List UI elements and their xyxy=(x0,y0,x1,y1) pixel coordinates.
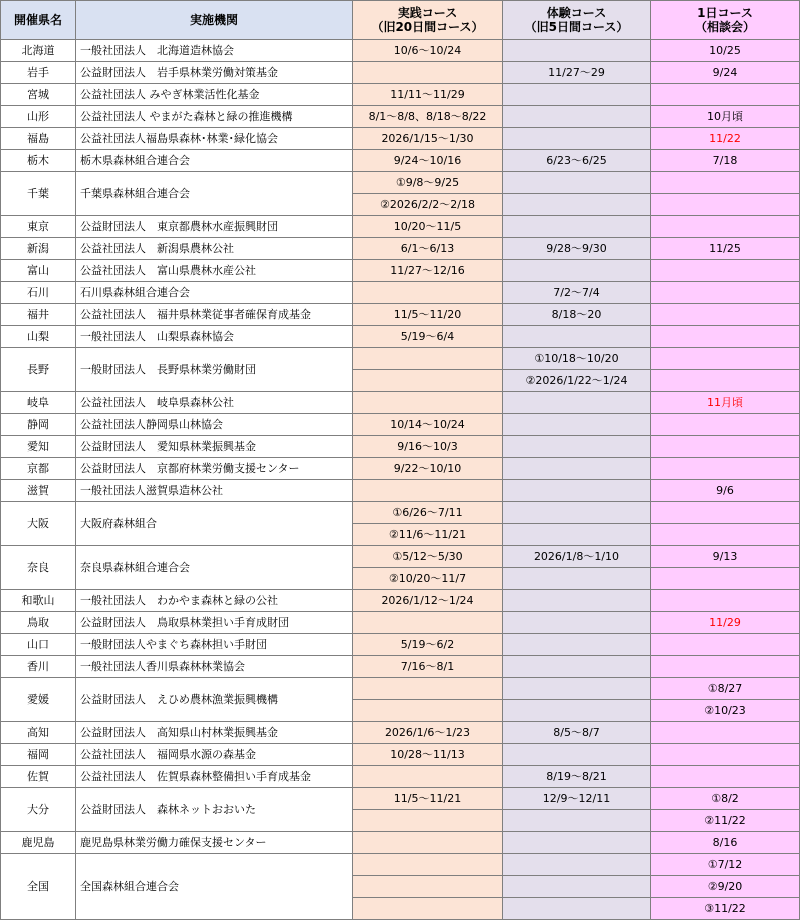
table-row xyxy=(1,172,800,194)
practice-course-cell: 11/5〜11/21 xyxy=(353,788,503,810)
org-cell: 大阪府森林組合 xyxy=(76,502,353,546)
trial-course-cell xyxy=(503,84,651,106)
pref-cell: 富山 xyxy=(1,260,76,282)
table-row xyxy=(1,480,800,502)
practice-course-cell xyxy=(353,810,503,832)
org-cell: 奈良県森林組合連合会 xyxy=(76,546,353,590)
trial-course-cell xyxy=(503,810,651,832)
pref-cell: 福岡 xyxy=(1,744,76,766)
org-cell: 一般社団法人滋賀県造林公社 xyxy=(76,480,353,502)
one-day-course-cell xyxy=(651,172,800,194)
header-org: 実施機関 xyxy=(76,1,353,40)
one-day-course-cell xyxy=(651,194,800,216)
org-cell: 全国森林組合連合会 xyxy=(76,854,353,920)
pref-cell: 鳥取 xyxy=(1,612,76,634)
trial-course-cell: 6/23〜6/25 xyxy=(503,150,651,172)
org-cell: 公益財団法人 森林ネットおおいた xyxy=(76,788,353,832)
pref-cell: 静岡 xyxy=(1,414,76,436)
table-row xyxy=(1,590,800,612)
one-day-course-cell: ①7/12 xyxy=(651,854,800,876)
table-row xyxy=(1,106,800,128)
practice-course-cell: 2026/1/12〜1/24 xyxy=(353,590,503,612)
header-row xyxy=(1,1,800,40)
table-row xyxy=(1,634,800,656)
one-day-course-cell xyxy=(651,722,800,744)
practice-course-cell: 10/14〜10/24 xyxy=(353,414,503,436)
pref-cell: 愛媛 xyxy=(1,678,76,722)
table-row xyxy=(1,502,800,524)
org-cell: 公益社団法人 福岡県水源の森基金 xyxy=(76,744,353,766)
trial-course-cell xyxy=(503,502,651,524)
trial-course-cell xyxy=(503,590,651,612)
one-day-course-cell xyxy=(651,370,800,392)
table-row xyxy=(1,436,800,458)
one-day-course-cell xyxy=(651,766,800,788)
practice-course-cell xyxy=(353,348,503,370)
org-cell: 公益社団法人 富山県農林水産公社 xyxy=(76,260,353,282)
table-row xyxy=(1,832,800,854)
trial-course-cell xyxy=(503,480,651,502)
trial-course-cell xyxy=(503,854,651,876)
one-day-course-cell: 11/22 xyxy=(651,128,800,150)
org-cell: 一般社団法人 山梨県森林協会 xyxy=(76,326,353,348)
pref-cell: 福井 xyxy=(1,304,76,326)
table-row xyxy=(1,326,800,348)
trial-course-cell xyxy=(503,898,651,920)
table-row xyxy=(1,678,800,700)
one-day-course-cell xyxy=(651,502,800,524)
practice-course-cell: ②11/6〜11/21 xyxy=(353,524,503,546)
table-row xyxy=(1,62,800,84)
pref-cell: 福島 xyxy=(1,128,76,150)
pref-cell: 長野 xyxy=(1,348,76,392)
one-day-course-cell: ①8/2 xyxy=(651,788,800,810)
org-cell: 公益財団法人 えひめ農林漁業振興機構 xyxy=(76,678,353,722)
practice-course-cell: 9/22〜10/10 xyxy=(353,458,503,480)
trial-course-cell xyxy=(503,260,651,282)
one-day-course-cell xyxy=(651,216,800,238)
trial-course-cell: 2026/1/8〜1/10 xyxy=(503,546,651,568)
header-practice-course-sub: （旧20日間コース） xyxy=(371,20,484,34)
org-cell: 千葉県森林組合連合会 xyxy=(76,172,353,216)
one-day-course-cell: 10/25 xyxy=(651,40,800,62)
one-day-course-cell xyxy=(651,590,800,612)
pref-cell: 石川 xyxy=(1,282,76,304)
table-row xyxy=(1,656,800,678)
org-cell: 公益財団法人 鳥取県林業担い手育成財団 xyxy=(76,612,353,634)
header-one-day-course-title: 1日コース xyxy=(697,6,753,20)
trial-course-cell: 12/9〜12/11 xyxy=(503,788,651,810)
org-cell: 一般財団法人やまぐち森林担い手財団 xyxy=(76,634,353,656)
org-cell: 公益社団法人 佐賀県森林整備担い手育成基金 xyxy=(76,766,353,788)
org-cell: 公益社団法人 福井県林業従事者確保育成基金 xyxy=(76,304,353,326)
table-row xyxy=(1,722,800,744)
one-day-course-cell xyxy=(651,282,800,304)
trial-course-cell xyxy=(503,568,651,590)
pref-cell: 滋賀 xyxy=(1,480,76,502)
org-cell: 一般社団法人香川県森林林業協会 xyxy=(76,656,353,678)
practice-course-cell: 11/27〜12/16 xyxy=(353,260,503,282)
one-day-course-cell: ②11/22 xyxy=(651,810,800,832)
pref-cell: 奈良 xyxy=(1,546,76,590)
practice-course-cell: ①5/12〜5/30 xyxy=(353,546,503,568)
trial-course-cell xyxy=(503,326,651,348)
pref-cell: 和歌山 xyxy=(1,590,76,612)
trial-course-cell xyxy=(503,744,651,766)
table-row xyxy=(1,128,800,150)
org-cell: 鹿児島県林業労働力確保支援センター xyxy=(76,832,353,854)
trial-course-cell xyxy=(503,612,651,634)
org-cell: 一般社団法人 わかやま森林と緑の公社 xyxy=(76,590,353,612)
one-day-course-cell: 10月頃 xyxy=(651,106,800,128)
pref-cell: 山口 xyxy=(1,634,76,656)
trial-course-cell xyxy=(503,458,651,480)
pref-cell: 栃木 xyxy=(1,150,76,172)
practice-course-cell: 11/11〜11/29 xyxy=(353,84,503,106)
practice-course-cell xyxy=(353,700,503,722)
one-day-course-cell xyxy=(651,458,800,480)
trial-course-cell: 8/5〜8/7 xyxy=(503,722,651,744)
one-day-course-cell xyxy=(651,524,800,546)
org-cell: 公益財団法人 京都府林業労働支援センター xyxy=(76,458,353,480)
pref-cell: 山梨 xyxy=(1,326,76,348)
table-row xyxy=(1,766,800,788)
pref-cell: 大分 xyxy=(1,788,76,832)
practice-course-cell xyxy=(353,370,503,392)
pref-cell: 高知 xyxy=(1,722,76,744)
one-day-course-cell: 9/6 xyxy=(651,480,800,502)
table-row xyxy=(1,84,800,106)
pref-cell: 岩手 xyxy=(1,62,76,84)
table-row xyxy=(1,260,800,282)
table-row xyxy=(1,216,800,238)
practice-course-cell: 2026/1/6〜1/23 xyxy=(353,722,503,744)
practice-course-cell xyxy=(353,678,503,700)
header-one-day-course-sub: （相談会） xyxy=(694,20,755,34)
practice-course-cell xyxy=(353,282,503,304)
trial-course-cell xyxy=(503,656,651,678)
table-row xyxy=(1,744,800,766)
practice-course-cell: 5/19〜6/2 xyxy=(353,634,503,656)
header-trial-course xyxy=(503,1,651,40)
trial-course-cell xyxy=(503,876,651,898)
practice-course-cell xyxy=(353,392,503,414)
one-day-course-cell xyxy=(651,260,800,282)
one-day-course-cell: 9/24 xyxy=(651,62,800,84)
table-body xyxy=(1,40,800,920)
one-day-course-cell: 8/16 xyxy=(651,832,800,854)
trial-course-cell xyxy=(503,634,651,656)
practice-course-cell xyxy=(353,766,503,788)
table-row xyxy=(1,788,800,810)
org-cell: 公益社団法人福島県森林･林業･緑化協会 xyxy=(76,128,353,150)
one-day-course-cell: ②10/23 xyxy=(651,700,800,722)
practice-course-cell xyxy=(353,62,503,84)
org-cell: 公益社団法人静岡県山林協会 xyxy=(76,414,353,436)
trial-course-cell: ②2026/1/22〜1/24 xyxy=(503,370,651,392)
trial-course-cell xyxy=(503,172,651,194)
table-row xyxy=(1,612,800,634)
table-row xyxy=(1,348,800,370)
practice-course-cell: ①9/8〜9/25 xyxy=(353,172,503,194)
one-day-course-cell: 9/13 xyxy=(651,546,800,568)
org-cell: 石川県森林組合連合会 xyxy=(76,282,353,304)
header-one-day-course xyxy=(651,1,800,40)
one-day-course-cell: 11/25 xyxy=(651,238,800,260)
trial-course-cell xyxy=(503,678,651,700)
practice-course-cell xyxy=(353,480,503,502)
practice-course-cell: 10/6〜10/24 xyxy=(353,40,503,62)
practice-course-cell xyxy=(353,876,503,898)
trial-course-cell: 11/27〜29 xyxy=(503,62,651,84)
practice-course-cell: 10/28〜11/13 xyxy=(353,744,503,766)
one-day-course-cell: 11/29 xyxy=(651,612,800,634)
table-row xyxy=(1,854,800,876)
org-cell: 公益財団法人 岩手県林業労働対策基金 xyxy=(76,62,353,84)
org-cell: 公益社団法人 みやぎ林業活性化基金 xyxy=(76,84,353,106)
trial-course-cell xyxy=(503,700,651,722)
pref-cell: 千葉 xyxy=(1,172,76,216)
org-cell: 公益財団法人 愛知県林業振興基金 xyxy=(76,436,353,458)
practice-course-cell: ②10/20〜11/7 xyxy=(353,568,503,590)
table-row xyxy=(1,414,800,436)
trial-course-cell: 8/18〜20 xyxy=(503,304,651,326)
table-row xyxy=(1,238,800,260)
trial-course-cell xyxy=(503,392,651,414)
header-practice-course-title: 実践コース xyxy=(397,6,458,20)
table-row xyxy=(1,546,800,568)
one-day-course-cell: ③11/22 xyxy=(651,898,800,920)
practice-course-cell: 8/1〜8/8、8/18〜8/22 xyxy=(353,106,503,128)
trial-course-cell xyxy=(503,194,651,216)
trial-course-cell xyxy=(503,216,651,238)
one-day-course-cell: 11月頃 xyxy=(651,392,800,414)
pref-cell: 新潟 xyxy=(1,238,76,260)
trial-course-cell xyxy=(503,524,651,546)
practice-course-cell: 9/24〜10/16 xyxy=(353,150,503,172)
one-day-course-cell xyxy=(651,414,800,436)
pref-cell: 京都 xyxy=(1,458,76,480)
table-row xyxy=(1,150,800,172)
practice-course-cell: 11/5〜11/20 xyxy=(353,304,503,326)
practice-course-cell xyxy=(353,854,503,876)
practice-course-cell xyxy=(353,612,503,634)
trial-course-cell xyxy=(503,128,651,150)
one-day-course-cell: 7/18 xyxy=(651,150,800,172)
one-day-course-cell xyxy=(651,304,800,326)
one-day-course-cell xyxy=(651,634,800,656)
pref-cell: 愛知 xyxy=(1,436,76,458)
pref-cell: 全国 xyxy=(1,854,76,920)
header-practice-course xyxy=(353,1,503,40)
table-row xyxy=(1,392,800,414)
pref-cell: 北海道 xyxy=(1,40,76,62)
one-day-course-cell: ①8/27 xyxy=(651,678,800,700)
practice-course-cell: 6/1〜6/13 xyxy=(353,238,503,260)
pref-cell: 大阪 xyxy=(1,502,76,546)
trial-course-cell xyxy=(503,832,651,854)
org-cell: 公益社団法人 やまがた森林と緑の推進機構 xyxy=(76,106,353,128)
pref-cell: 香川 xyxy=(1,656,76,678)
org-cell: 公益社団法人 新潟県農林公社 xyxy=(76,238,353,260)
practice-course-cell: 2026/1/15〜1/30 xyxy=(353,128,503,150)
trial-course-cell xyxy=(503,436,651,458)
org-cell: 一般財団法人 長野県林業労働財団 xyxy=(76,348,353,392)
org-cell: 一般社団法人 北海道造林協会 xyxy=(76,40,353,62)
one-day-course-cell xyxy=(651,348,800,370)
org-cell: 公益財団法人 東京都農林水産振興財団 xyxy=(76,216,353,238)
header-pref: 開催県名 xyxy=(1,1,76,40)
one-day-course-cell: ②9/20 xyxy=(651,876,800,898)
trial-course-cell xyxy=(503,40,651,62)
header-trial-course-sub: （旧5日間コース） xyxy=(524,20,629,34)
table-row xyxy=(1,304,800,326)
practice-course-cell: 10/20〜11/5 xyxy=(353,216,503,238)
trial-course-cell xyxy=(503,414,651,436)
practice-course-cell: 5/19〜6/4 xyxy=(353,326,503,348)
table-row xyxy=(1,458,800,480)
org-cell: 公益社団法人 岐阜県森林公社 xyxy=(76,392,353,414)
one-day-course-cell xyxy=(651,84,800,106)
trial-course-cell xyxy=(503,106,651,128)
trial-course-cell: 8/19〜8/21 xyxy=(503,766,651,788)
trial-course-cell: ①10/18〜10/20 xyxy=(503,348,651,370)
pref-cell: 山形 xyxy=(1,106,76,128)
one-day-course-cell xyxy=(651,744,800,766)
practice-course-cell: ①6/26〜7/11 xyxy=(353,502,503,524)
pref-cell: 東京 xyxy=(1,216,76,238)
trial-course-cell: 7/2〜7/4 xyxy=(503,282,651,304)
one-day-course-cell xyxy=(651,656,800,678)
practice-course-cell: 7/16〜8/1 xyxy=(353,656,503,678)
table-row xyxy=(1,40,800,62)
table-row xyxy=(1,282,800,304)
pref-cell: 佐賀 xyxy=(1,766,76,788)
pref-cell: 岐阜 xyxy=(1,392,76,414)
org-cell: 公益財団法人 高知県山村林業振興基金 xyxy=(76,722,353,744)
practice-course-cell: 9/16〜10/3 xyxy=(353,436,503,458)
trial-course-cell: 9/28〜9/30 xyxy=(503,238,651,260)
pref-cell: 宮城 xyxy=(1,84,76,106)
one-day-course-cell xyxy=(651,436,800,458)
org-cell: 栃木県森林組合連合会 xyxy=(76,150,353,172)
one-day-course-cell xyxy=(651,568,800,590)
practice-course-cell: ②2026/2/2〜2/18 xyxy=(353,194,503,216)
practice-course-cell xyxy=(353,832,503,854)
header-trial-course-title: 体験コース xyxy=(546,6,607,20)
one-day-course-cell xyxy=(651,326,800,348)
pref-cell: 鹿児島 xyxy=(1,832,76,854)
practice-course-cell xyxy=(353,898,503,920)
